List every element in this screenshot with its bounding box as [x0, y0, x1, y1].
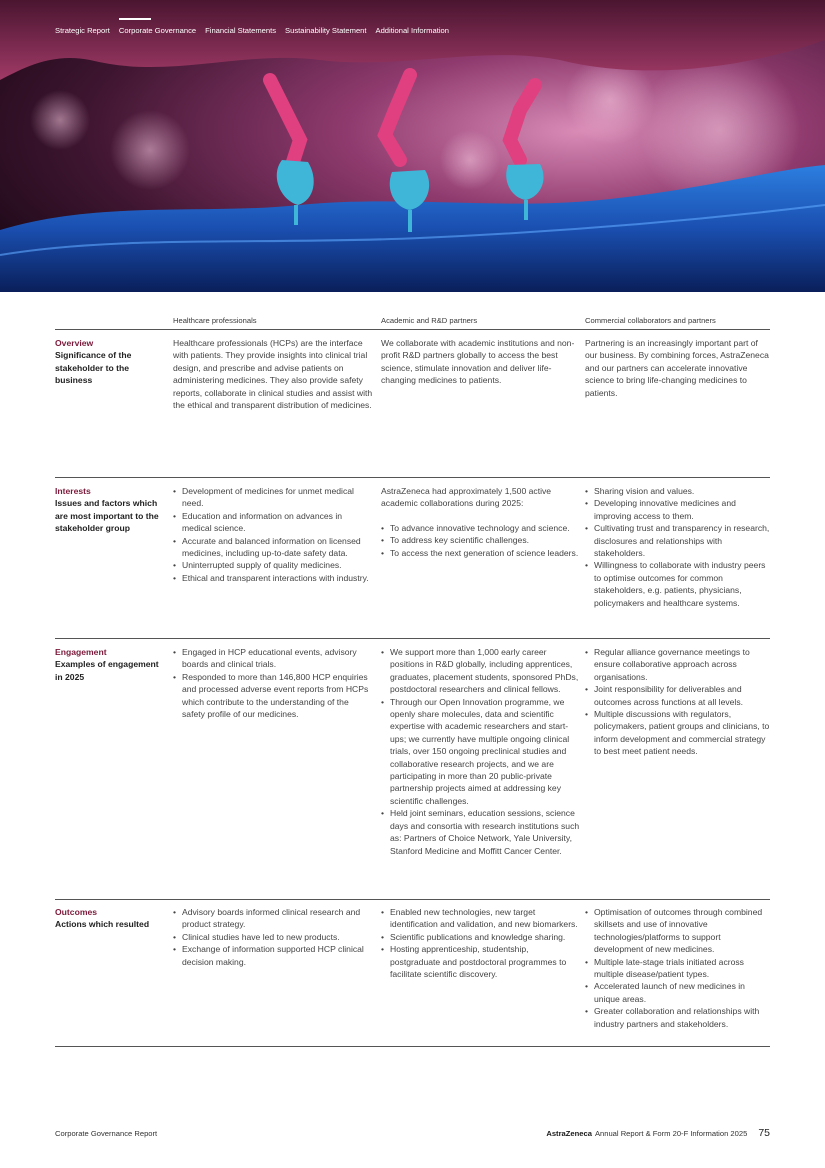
- divider-interests: [55, 477, 770, 478]
- list-item: • Education and information on advances in medical science.: [173, 510, 373, 535]
- list-item: • To address key scientific challenges.: [381, 534, 581, 546]
- list-item: • Enabled new technologies, new target identification and validation, and new biomarkers.: [381, 906, 581, 931]
- interests-commercial: [585, 485, 771, 609]
- footer-brand: AstraZeneca: [546, 1129, 592, 1138]
- hero-image: [0, 0, 825, 292]
- divider-engagement: [55, 638, 770, 639]
- interests-label: [55, 485, 165, 535]
- table-bottom-rule: [55, 1046, 770, 1047]
- list-item: • We support more than 1,000 early career positions in R&D globally, including apprentices, graduates, placement students, sponsored PhDs, postdoctoral researchers and clinical fellows.: [381, 646, 581, 696]
- column-header-commercial: Commercial collaborators and partners: [585, 316, 716, 325]
- outcomes-label: [55, 906, 165, 931]
- nav-strategic-report[interactable]: Strategic Report: [55, 26, 110, 35]
- engagement-academic: [381, 646, 581, 857]
- antibody-illustration: [0, 0, 825, 292]
- list-item: • Uninterrupted supply of quality medicines.: [173, 559, 373, 571]
- list-item: • Scientific publications and knowledge sharing.: [381, 931, 581, 943]
- outcomes-commercial: [585, 906, 771, 1030]
- overview-commercial: [585, 337, 771, 399]
- list-item: • Exchange of information supported HCP clinical decision making.: [173, 943, 373, 968]
- overview-academic-text: We collaborate with academic institutions and non-profit R&D partners globally to access the best science, stimulate innovation and deliver life-changing medicines to patients.: [381, 338, 575, 386]
- interests-title: Interests: [55, 486, 91, 496]
- page-number: 75: [758, 1127, 770, 1139]
- nav-additional-information[interactable]: Additional Information: [375, 26, 449, 35]
- list-item: • Held joint seminars, education sessions, science days and consortia with research institutions such as: Partners of Choice Network, Yale University, Stanford Medicine and Moffitt Cancer Center.: [381, 807, 581, 857]
- list-item: • Joint responsibility for deliverables and outcomes across functions at all levels.: [585, 683, 771, 708]
- header-divider: [55, 329, 770, 330]
- list-item: • Cultivating trust and transparency in research, disclosures and relationships with stakeholders.: [585, 522, 771, 559]
- footer-report-info: [546, 1127, 770, 1139]
- outcomes-subtitle: Actions which resulted: [55, 919, 150, 930]
- interests-academic-intro: AstraZeneca had approximately 1,500 active academic collaborations during 2025:: [381, 486, 552, 509]
- list-item: • Hosting apprenticeship, studentship, postgraduate and postdoctoral programmes to facilitate scientific discovery.: [381, 943, 581, 980]
- engagement-title: Engagement: [55, 647, 107, 657]
- list-item: • Responded to more than 146,800 HCP enquiries and processed adverse event reports from HCPs which contribute to the understanding of the safety profile of our medicines.: [173, 671, 373, 721]
- list-item: • Multiple late-stage trials initiated across multiple disease/patient types.: [585, 956, 771, 981]
- engagement-subtitle: Examples of engagement in 2025: [55, 659, 159, 682]
- footer-section-title: Corporate Governance Report: [55, 1129, 158, 1138]
- engagement-hcp: [173, 646, 373, 720]
- overview-title: Overview: [55, 338, 94, 348]
- interests-hcp: [173, 485, 373, 584]
- list-item: • To advance innovative technology and science.: [381, 522, 581, 534]
- list-item: • Optimisation of outcomes through combined skillsets and use of innovative technologies/platforms to support development of new medicines.: [585, 906, 771, 956]
- interests-academic: [381, 485, 581, 559]
- list-item: • Multiple discussions with regulators, policymakers, patient groups and clinicians, to inform development and commercial strategy to best meet patient needs.: [585, 708, 771, 758]
- nav-financial-statements[interactable]: Financial Statements: [205, 26, 277, 35]
- list-item: • To access the next generation of science leaders.: [381, 547, 581, 559]
- overview-label: [55, 337, 165, 387]
- list-item: • Accelerated launch of new medicines in unique areas.: [585, 980, 771, 1005]
- list-item: • Sharing vision and values.: [585, 485, 771, 497]
- list-item: • Ethical and transparent interactions with industry.: [173, 572, 373, 584]
- list-item: • Development of medicines for unmet medical need.: [173, 485, 373, 510]
- engagement-label: [55, 646, 165, 683]
- column-header-academic: Academic and R&D partners: [381, 316, 478, 325]
- list-item: • Willingness to collaborate with industry peers to optimise outcomes for common stakeholders, e.g. patients, physicians, policymakers and healthcare systems.: [585, 559, 771, 609]
- nav-corporate-governance[interactable]: Corporate Governance: [118, 26, 197, 35]
- engagement-commercial: [585, 646, 771, 758]
- top-navigation: [55, 26, 449, 35]
- column-header-hcp: Healthcare professionals: [173, 316, 257, 325]
- list-item: • Regular alliance governance meetings to ensure collaborative approach across organisations.: [585, 646, 771, 683]
- outcomes-academic: [381, 906, 581, 980]
- overview-hcp: [173, 337, 373, 411]
- overview-academic: [381, 337, 581, 387]
- list-item: • Developing innovative medicines and improving access to them.: [585, 497, 771, 522]
- interests-subtitle: Issues and factors which are most important to the stakeholder group: [55, 498, 159, 534]
- list-item: • Through our Open Innovation programme, we openly share molecules, data and scientific expertise with academic researchers and start-ups; we currently have multiple ongoing clinical trials, over 150 ongoing preclinical studies and collaborative research projects, and we are participating in more than 20 public-private partnership projects aimed at addressing key scientific challenges.: [381, 696, 581, 808]
- list-item: • Engaged in HCP educational events, advisory boards and clinical trials.: [173, 646, 373, 671]
- list-item: • Accurate and balanced information on licensed medicines, including up-to-date safety data.: [173, 535, 373, 560]
- divider-outcomes: [55, 899, 770, 900]
- overview-commercial-text: Partnering is an increasingly important part of our business. By combining forces, AstraZeneca and our partners can accelerate innovative science to bring life-changing medicines to patients.: [585, 338, 769, 398]
- list-item: • Greater collaboration and relationships with industry partners and stakeholders.: [585, 1005, 771, 1030]
- list-item: • Advisory boards informed clinical research and product strategy.: [173, 906, 373, 931]
- outcomes-title: Outcomes: [55, 907, 98, 917]
- outcomes-hcp: [173, 906, 373, 968]
- overview-subtitle: Significance of the stakeholder to the business: [55, 350, 132, 386]
- nav-sustainability-statement[interactable]: Sustainability Statement: [285, 26, 367, 35]
- overview-hcp-text: Healthcare professionals (HCPs) are the interface with patients. They provide insights into clinical trial design, and prescribe and advise patients on administering medicines. They also provide safety reports, collaborate in clinical studies and assist with the ethical and transparent distribution of medicines.: [173, 338, 373, 411]
- list-item: • Clinical studies have led to new products.: [173, 931, 373, 943]
- footer-report-title: Annual Report & Form 20-F Information 2025: [594, 1129, 748, 1138]
